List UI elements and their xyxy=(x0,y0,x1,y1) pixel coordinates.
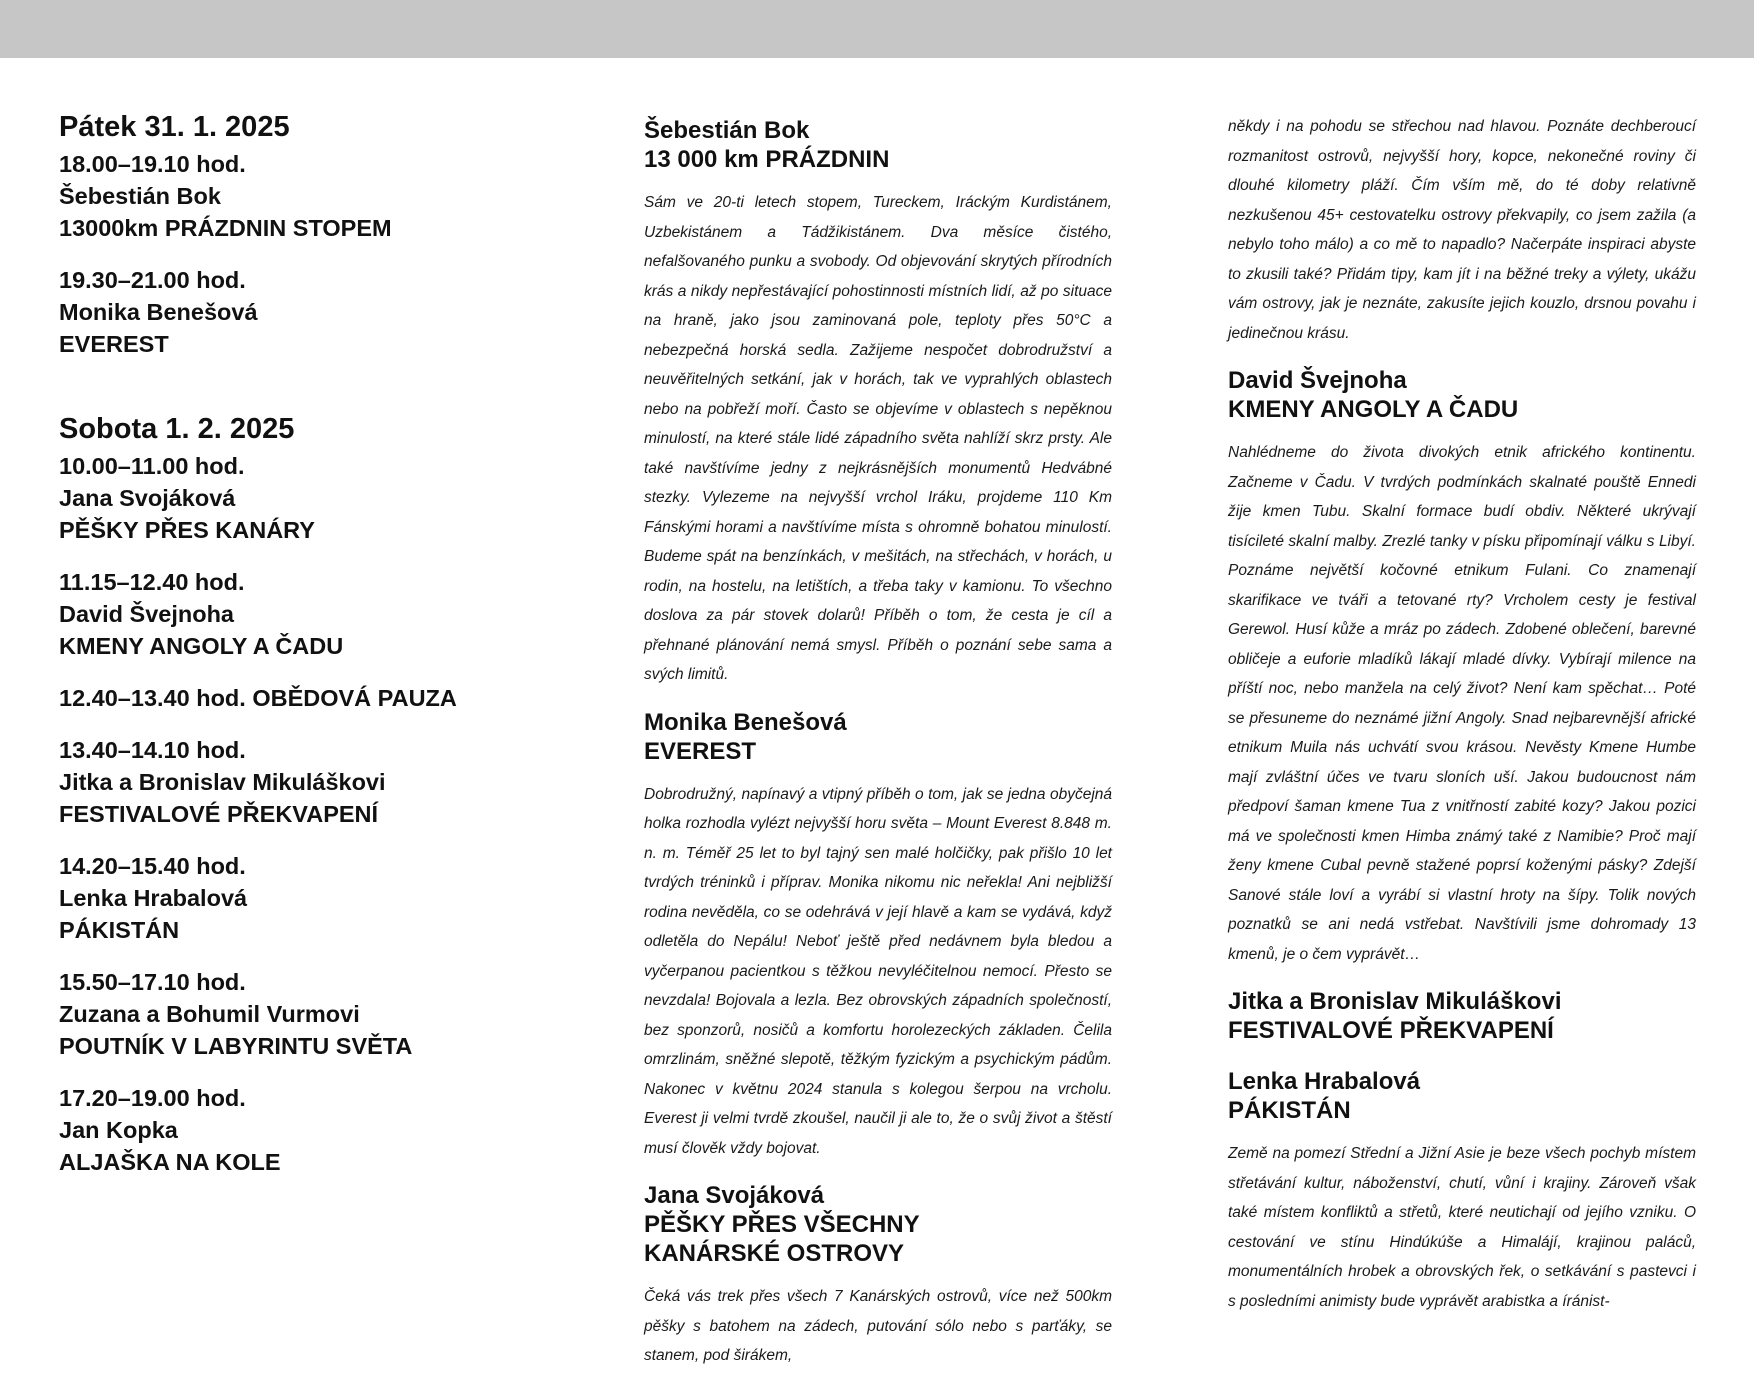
event-title: FESTIVALOVÉ PŘEKVAPENÍ xyxy=(59,801,379,827)
schedule-event xyxy=(59,566,579,662)
schedule-event xyxy=(59,1082,579,1178)
event-speaker: Jan Kopka xyxy=(59,1117,178,1143)
day-friday xyxy=(59,110,579,360)
schedule-event xyxy=(59,264,579,360)
desc-title: KANÁRSKÉ OSTROVY xyxy=(644,1240,905,1267)
event-time: 19.30–21.00 hod. xyxy=(59,267,246,293)
event-time: 15.50–17.10 hod. xyxy=(59,969,246,995)
desc-text: Čeká vás trek přes všech 7 Kanárských ostrovů, více než 500km pěšky s batohem na zádech, putování sólo nebo s parťáky, se stanem, pod širákem, xyxy=(644,1288,1112,1364)
event-speaker: Jana Svojáková xyxy=(59,485,236,511)
desc-title: FESTIVALOVÉ PŘEKVAPENÍ xyxy=(1228,1017,1554,1044)
schedule-event xyxy=(59,850,579,946)
event-title: KMENY ANGOLY A ČADU xyxy=(59,633,344,659)
event-time: 12.40–13.40 hod. OBĚDOVÁ PAUZA xyxy=(59,685,457,711)
day-title: Sobota 1. 2. 2025 xyxy=(59,413,295,445)
desc-heading xyxy=(1228,366,1696,424)
event-title: POUTNÍK V LABYRINTU SVĚTA xyxy=(59,1033,413,1059)
schedule-event xyxy=(59,734,579,830)
event-title: PĚŠKY PŘES KANÁRY xyxy=(59,517,315,543)
event-time: 11.15–12.40 hod. xyxy=(59,569,245,595)
desc-text: Země na pomezí Střední a Jižní Asie je beze všech pochyb místem střetávání kultur, náboženství, chutí, vůní i krajiny. Zároveň však také místem konfliktů a střetů, které neutichají od jejího vzniku. O cestování ve stínu Hindúkúše a Himalájí, krajinou paláců, monumentálních hrobek a obrovských řek, o setkávání s pastevci i s posledními animisty bude vyprávět arabistka a íránist- xyxy=(1228,1145,1696,1310)
day-saturday xyxy=(59,412,579,1178)
desc-speaker: Jitka a Bronislav Mikuláškovi xyxy=(1228,988,1562,1015)
desc-mikulaskovi xyxy=(1228,987,1696,1045)
schedule-event xyxy=(59,450,579,546)
event-speaker: Šebestián Bok xyxy=(59,183,221,209)
desc-text: Dobrodružný, napínavý a vtipný příběh o tom, jak se jedna obyčejná holka rozhodla vylézt nejvyšší horu světa – Mount Everest 8.848 m. n. m. Téměř 25 let to byl tajný sen malé holčičky, pak přišlo 10 let tvrdých tréninků i příprav. Monika nikomu nic neřekla! Ani nejbližší rodina nevěděla, co se odehrává v její hlavě a kam se vydává, když odletěla do Nepálu! Neboť ještě před nedávnem byla bledou a vyčerpanou pacientkou s těžkou nevyléčitelnou nemocí. Přesto se nevzdala! Bojovala a lezla. Bez obrovských západních společností, bez sponzorů, nosičů a komfortu horolezeckých základen. Čelila omrzlinám, sněžné slepotě, těžkým fyzickým a psychickým pádům. Nakonec v květnu 2024 stanula s kolegou šerpou na vrcholu. Everest ji velmi tvrdě zkoušel, naučil ji ale to, že o svůj život a štěstí musí člověk vždy bojovat. xyxy=(644,785,1112,1157)
desc-speaker: Jana Svojáková xyxy=(644,1182,825,1209)
schedule-event xyxy=(59,966,579,1062)
descriptions-column-right xyxy=(1228,116,1696,1334)
desc-benesova xyxy=(644,708,1112,1164)
event-title: PÁKISTÁN xyxy=(59,917,180,943)
desc-title: 13 000 km PRÁZDNIN xyxy=(644,146,890,173)
desc-title: PĚŠKY PŘES VŠECHNY xyxy=(644,1211,920,1238)
desc-speaker: Monika Benešová xyxy=(644,708,847,736)
desc-heading xyxy=(644,1181,1112,1268)
desc-title: PÁKISTÁN xyxy=(1228,1097,1351,1124)
desc-speaker: Lenka Hrabalová xyxy=(1228,1068,1421,1095)
desc-text: Sám ve 20-ti letech stopem, Tureckem, Iráckým Kurdistánem, Uzbekistánem a Tádžikistánem. Dva měsíce čistého, nefalšovaného punku a svobody. Od objevování skrytých přírodních krás a nikdy nepřestávající pohostinnosti místních lidí, až po situace na hraně, jako jsou zaminovaná pole, teploty přes 50°C a nebezpečná horská sedla. Zažijeme nespočet dobrodružství a neuvěřitelných setkání, jak v horách, tak ve vyprahlých oblastech nebo na pobřeží moří. Často se objevíme v oblastech s nepěknou minulostí, na které stále lidé západního světa nahlíží skrz prsty. Ale také navštívíme jedny z nejkrásnějších monumentů Hedvábné stezky. Vylezeme na nejvyšší vrchol Iráku, projdeme 110 Km Fánskými horami a navštívíme místa s ohromně bohatou minulostí. Budeme spát na benzínkách, v mešitách, na střechách, v horách, u rodin, na hostelu, na letištích, a třeba taky v kamionu. To všechno doslova za pár stovek dolarů! Příběh o tom, že cesta je cíl a přehnané plánování nemá smysl. Příběh o poznání sebe sama a svých limitů. xyxy=(644,194,1112,683)
schedule-event-lunch xyxy=(59,682,579,714)
desc-speaker: David Švejnoha xyxy=(1228,367,1407,394)
desc-heading xyxy=(644,708,1112,766)
desc-heading xyxy=(1228,1067,1696,1125)
event-time: 17.20–19.00 hod. xyxy=(59,1085,246,1111)
event-time: 13.40–14.10 hod. xyxy=(59,737,246,763)
schedule-event xyxy=(59,148,579,244)
descriptions-column-middle xyxy=(644,116,1112,1389)
desc-heading xyxy=(1228,987,1696,1045)
desc-svejnoha xyxy=(1228,366,1696,969)
desc-title: KMENY ANGOLY A ČADU xyxy=(1228,396,1519,423)
event-speaker: Monika Benešová xyxy=(59,299,258,325)
desc-text-continued: někdy i na pohodu se střechou nad hlavou. Poznáte dechberoucí rozmanitost ostrovů, nejvyšší hory, kopce, nekonečné roviny či dlouhé kilometry pláží. Čím vším mě, do té doby relativně nezkušenou 45+ cestovatelku ostrovy překvapily, co jsem zažila (a nebylo toho málo) a co mě to napadlo? Načerpáte inspiraci abyste to zkusili také? Přidám tipy, kam jít i na běžné treky a výlety, ukážu vám ostrovy, jak je neznáte, zakusíte jejich kouzlo, drsnou povahu i jedinečnou krásu. xyxy=(1228,118,1696,342)
desc-speaker: Šebestián Bok xyxy=(644,117,810,144)
event-title: EVEREST xyxy=(59,331,169,357)
desc-heading xyxy=(644,116,1112,174)
event-speaker: Jitka a Bronislav Mikuláškovi xyxy=(59,769,386,795)
top-bar xyxy=(0,0,1754,58)
event-title: ALJAŠKA NA KOLE xyxy=(59,1149,281,1175)
event-time: 10.00–11.00 hod. xyxy=(59,453,245,479)
program-column xyxy=(59,110,579,1214)
event-title: 13000km PRÁZDNIN STOPEM xyxy=(59,215,392,241)
event-time: 18.00–19.10 hod. xyxy=(59,151,246,177)
desc-svojakova xyxy=(644,1181,1112,1371)
desc-hrabalova xyxy=(1228,1067,1696,1316)
desc-bok xyxy=(644,116,1112,690)
event-time: 14.20–15.40 hod. xyxy=(59,853,246,879)
event-speaker: Lenka Hrabalová xyxy=(59,885,248,911)
event-speaker: David Švejnoha xyxy=(59,601,234,627)
event-speaker: Zuzana a Bohumil Vurmovi xyxy=(59,1001,360,1027)
desc-text: Nahlédneme do života divokých etnik afrického kontinentu. Začneme v Čadu. V tvrdých podmínkách skalnaté pouště Ennedi žije kmen Tubu. Skalní formace budí obdiv. Některé ukrývají tisícileté skalní malby. Zrezlé tanky v písku připomínají válku s Libyí. Poznáme největší kočovné etnikum Fulani. Co znamenají skarifikace ve tváři a tetované rty? Vrcholem cesty je festival Gerewol. Husí kůže a mráz po zádech. Zdobené oblečení, barevné obličeje a euforie mladíků lákají mladé dívky. Vybírají milence na příští noc, nebo manžela na celý život? Není kam spěchat… Poté se přesuneme do neznámé jižní Angoly. Snad nejbarevnější africké etnikum Muila nás uchvátí svou krásou. Nevěsty Kmene Humbe mají zvláštní účes ve tvaru sloních uší. Jakou budoucnost nám předpoví šaman kmene Tua z vnitřností zabité kozy? Jakou pozici má ve společnosti kmen Himba známý také z Namibie? Proč mají ženy kmene Cubal pevně stažené poprsí koženými pásky? Zdejší Sanové stále loví a vyrábí si vlastní hroty na šípy. Tolik nových poznatků se ani nedá vstřebat. Navštívili jsme dohromady 13 kmenů, je o čem vyprávět… xyxy=(1228,444,1696,963)
day-title: Pátek 31. 1. 2025 xyxy=(59,111,290,143)
desc-title: EVEREST xyxy=(644,737,757,765)
